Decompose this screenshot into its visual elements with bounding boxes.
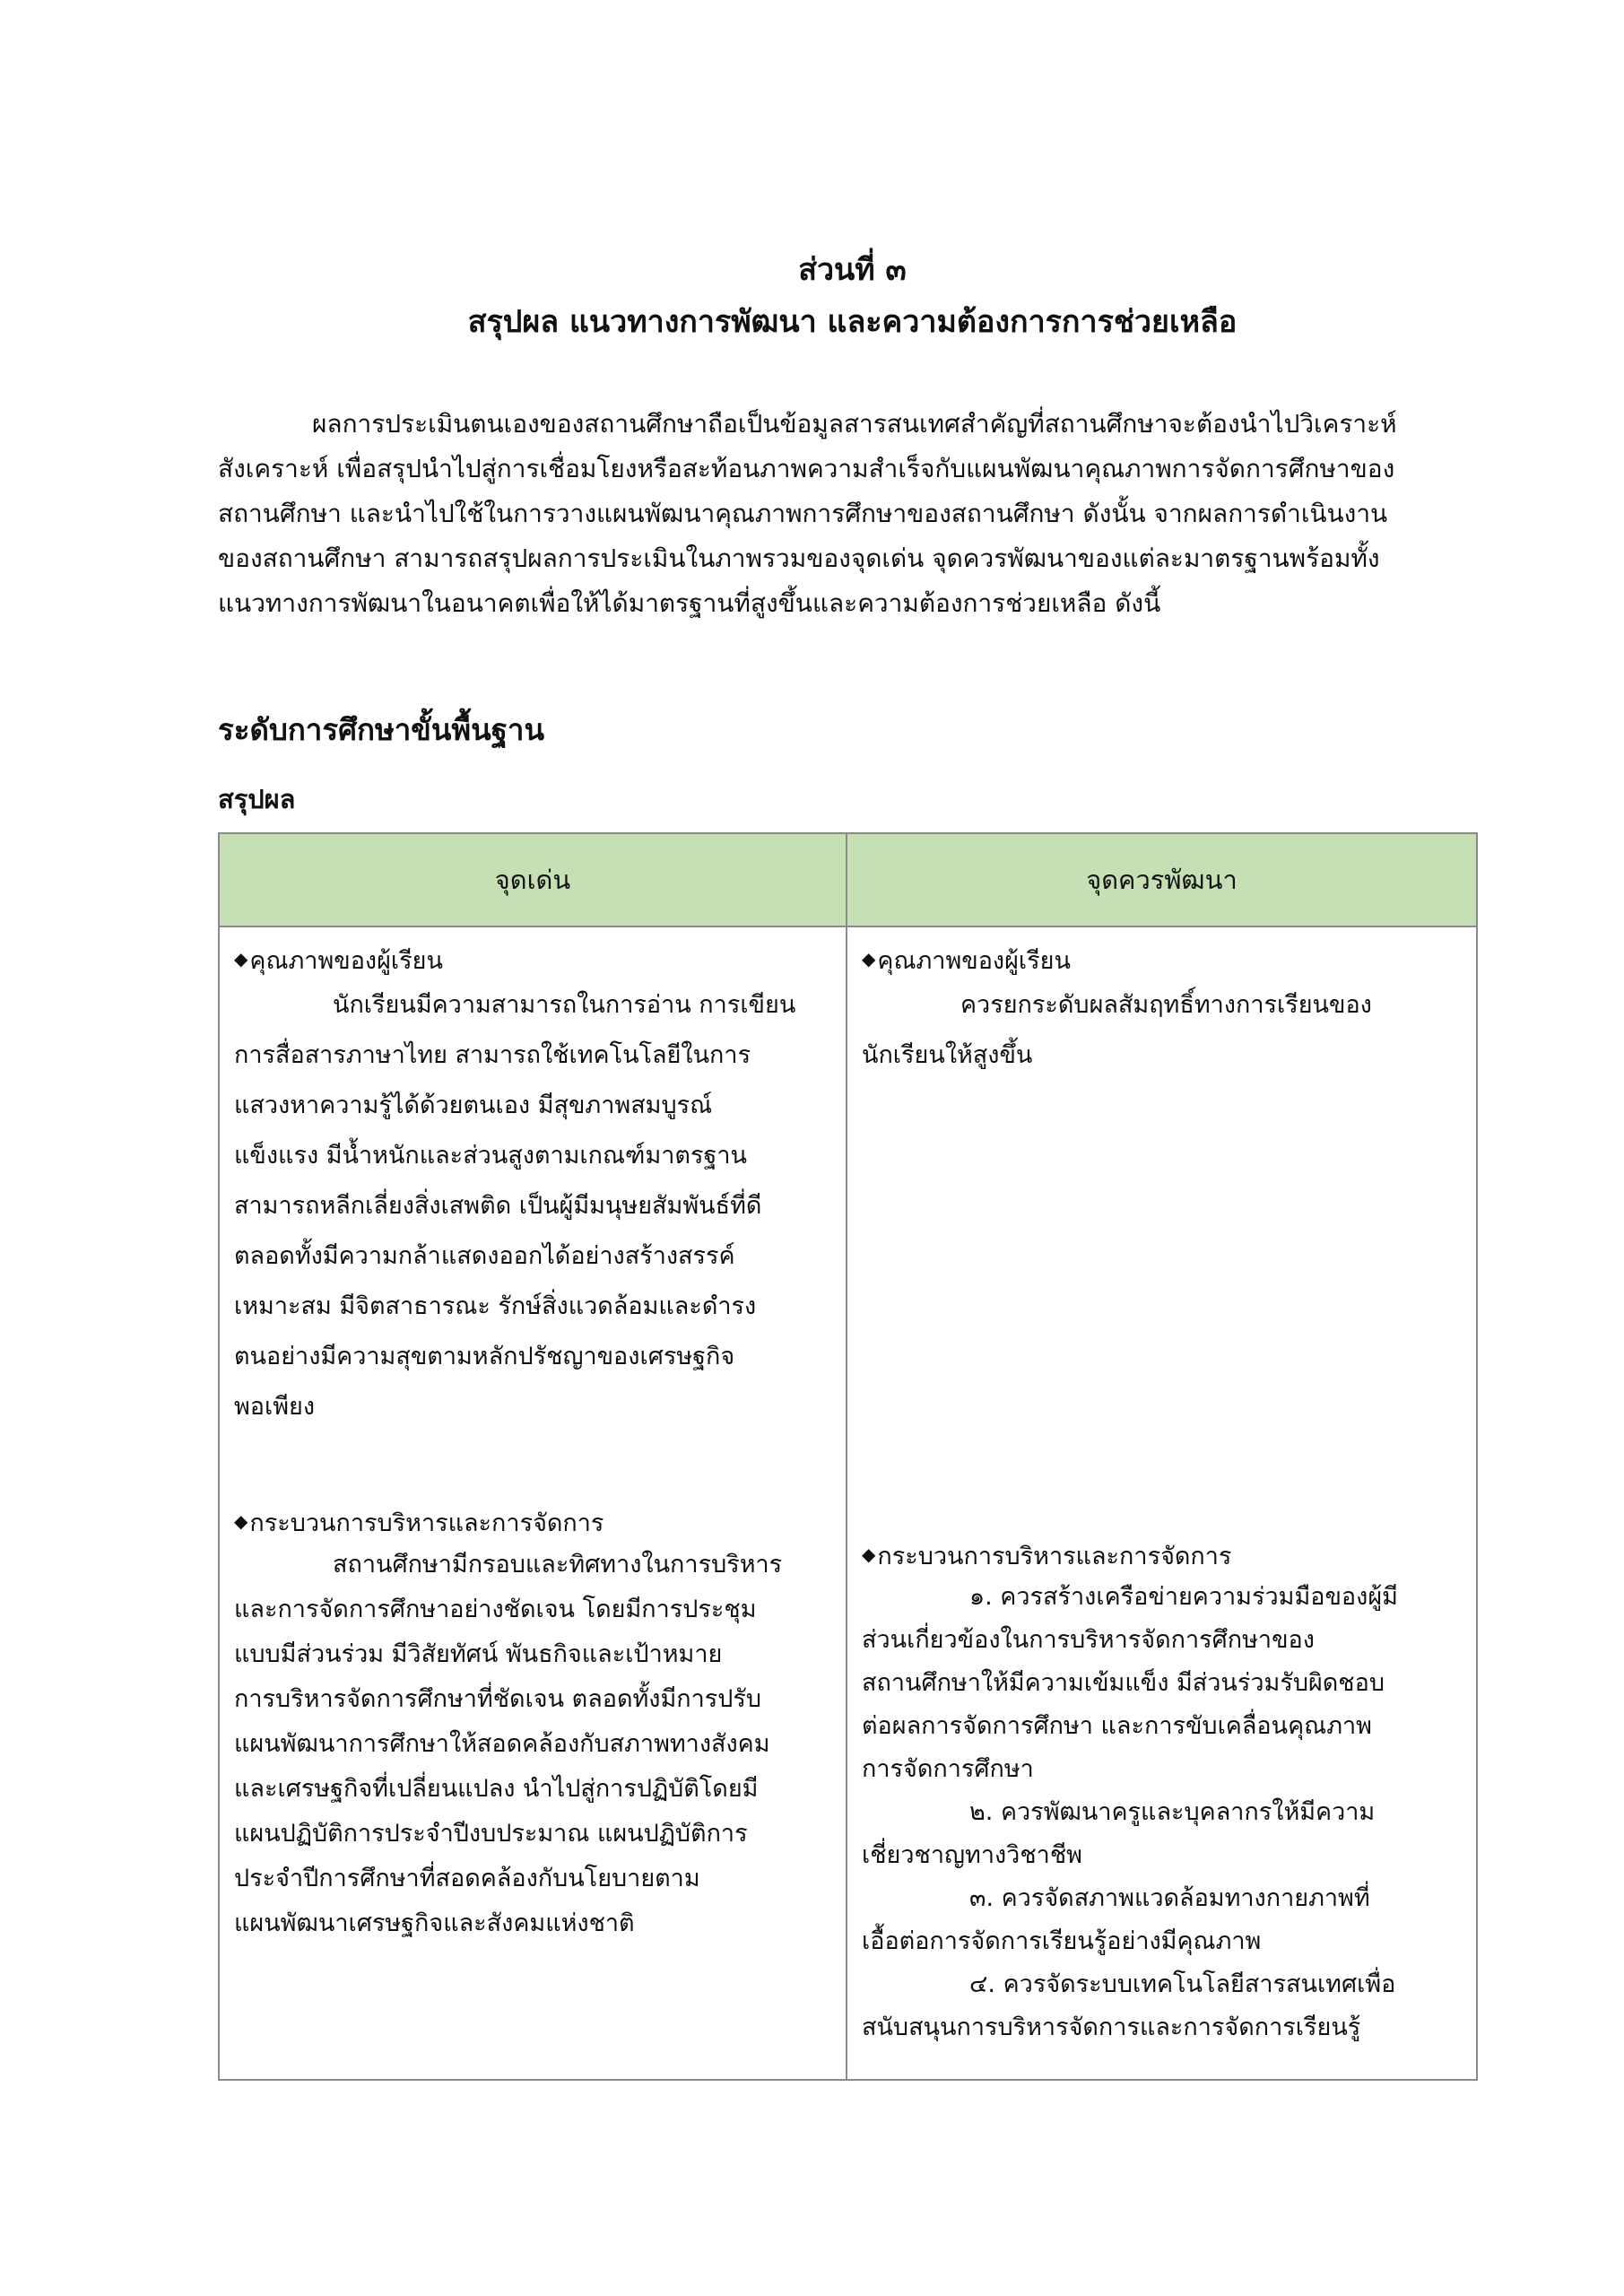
sub-heading: สรุปผล — [218, 784, 296, 814]
improvements-cell — [847, 926, 1477, 2080]
para-line: การจัดการศึกษา — [862, 1755, 1034, 1783]
table-row — [219, 926, 1477, 2080]
diamond-bullet-icon: ◆ — [862, 948, 876, 970]
para-line: สถานศึกษามีกรอบและทิศทางในการบริหาร — [333, 1551, 783, 1578]
diamond-bullet-icon: ◆ — [234, 1510, 248, 1532]
list-item-heading — [234, 1502, 831, 1543]
para-line: พอเพียง — [234, 1393, 316, 1421]
table-header-row — [219, 833, 1477, 926]
strengths-cell — [219, 926, 847, 2080]
para-line: แผนพัฒนาเศรษฐกิจและสังคมแห่งชาติ — [234, 1909, 635, 1937]
para-line: และการจัดการศึกษาอย่างชัดเจน โดยมีการประชุม — [234, 1596, 757, 1623]
para-line: ๓. ควรจัดสภาพแวดล้อมทางกายภาพที่ — [969, 1884, 1370, 1912]
para-line: สามารถหลีกเลี่ยงสิ่งเสพติด เป็นผู้มีมนุษยสัมพันธ์ที่ดี — [234, 1192, 762, 1220]
item-title: กระบวนการบริหารและการจัดการ — [877, 1543, 1232, 1570]
para-line: ต่อผลการจัดการศึกษา และการขับเคลื่อนคุณภาพ — [862, 1712, 1372, 1740]
part-subtitle: สรุปผล แนวทางการพัฒนา และความต้องการการช่วยเหลือ — [467, 304, 1238, 340]
para-line: ควรยกระดับผลสัมฤทธิ์ทางการเรียนของ — [960, 991, 1372, 1019]
para-line: การบริหารจัดการศึกษาที่ชัดเจน ตลอดทั้งมีการปรับ — [234, 1685, 762, 1713]
para-line: แบบมีส่วนร่วม มีวิสัยทัศน์ พันธกิจและเป้าหมาย — [234, 1640, 723, 1668]
header-strengths: จุดเด่น — [219, 833, 847, 926]
item-title: กระบวนการบริหารและการจัดการ — [249, 1509, 604, 1537]
para-line: ๑. ควรสร้างเครือข่ายความร่วมมือของผู้มี — [969, 1583, 1398, 1611]
para-line: นักเรียนให้สูงขึ้น — [862, 1041, 1033, 1069]
para-line: ๔. ควรจัดระบบเทคโนโลยีสารสนเทศเพื่อ — [969, 1970, 1396, 1998]
para-line: แสวงหาความรู้ได้ด้วยตนเอง มีสุขภาพสมบูรณ์ — [234, 1091, 713, 1119]
item-title: คุณภาพของผู้เรียน — [249, 947, 443, 975]
summary-table — [218, 832, 1478, 2081]
list-item-heading — [862, 1535, 1462, 1576]
para-line: แผนปฏิบัติการประจำปีงบประมาณ แผนปฏิบัติการ — [234, 1820, 748, 1848]
list-item-heading — [862, 940, 1462, 980]
intro-line: ของสถานศึกษา สามารถสรุปผลการประเมินในภาพรวมของจุดเด่น จุดควรพัฒนาของแต่ละมาตรฐานพร้อมทั้ง — [218, 544, 1380, 573]
intro-line: สังเคราะห์ เพื่อสรุปนำไปสู่การเชื่อมโยงหรือสะท้อนภาพความสำเร็จกับแผนพัฒนาคุณภาพการจัดการศึกษาของ — [218, 454, 1395, 483]
part-title: ส่วนที่ ๓ — [798, 252, 907, 288]
para-line: เหมาะสม มีจิตสาธารณะ รักษ์สิ่งแวดล้อมและดำรง — [234, 1292, 757, 1320]
para-line: แผนพัฒนาการศึกษาให้สอดคล้องกับสภาพทางสังคม — [234, 1730, 770, 1758]
para-line: นักเรียนมีความสามารถในการอ่าน การเขียน — [333, 991, 796, 1019]
para-line: แข็งแรง มีน้ำหนักและส่วนสูงตามเกณฑ์มาตรฐาน — [234, 1142, 747, 1170]
intro-line: แนวทางการพัฒนาในอนาคตเพื่อให้ได้มาตรฐานที่สูงขึ้นและความต้องการช่วยเหลือ ดังนี้ — [218, 588, 1161, 618]
header-improvements: จุดควรพัฒนา — [847, 833, 1477, 926]
intro-line: ผลการประเมินตนเองของสถานศึกษาถือเป็นข้อมูลสารสนเทศสำคัญที่สถานศึกษาจะต้องนำไปวิเคราะห์ — [312, 409, 1397, 439]
diamond-bullet-icon: ◆ — [862, 1544, 876, 1565]
para-line: ตนอย่างมีความสุขตามหลักปรัชญาของเศรษฐกิจ — [234, 1343, 735, 1370]
diamond-bullet-icon: ◆ — [234, 948, 248, 970]
para-line: การสื่อสารภาษาไทย สามารถใช้เทคโนโลยีในการ — [234, 1041, 751, 1069]
para-line: ๒. ควรพัฒนาครูและบุคลากรให้มีความ — [969, 1798, 1376, 1826]
para-line: และเศรษฐกิจที่เปลี่ยนแปลง นำไปสู่การปฏิบัติโดยมี — [234, 1775, 759, 1803]
section-heading: ระดับการศึกษาขั้นพื้นฐาน — [218, 712, 544, 747]
para-line: ประจำปีการศึกษาที่สอดคล้องกับนโยบายตาม — [234, 1865, 700, 1892]
para-line: ตลอดทั้งมีความกล้าแสดงออกได้อย่างสร้างสรรค์ — [234, 1242, 735, 1270]
intro-paragraph — [218, 402, 1496, 626]
para-line: เอื้อต่อการจัดการเรียนรู้อย่างมีคุณภาพ — [862, 1927, 1262, 1955]
intro-line: สถานศึกษา และนำไปใช้ในการวางแผนพัฒนาคุณภาพการศึกษาของสถานศึกษา ดังนั้น จากผลการดำเนินงาน — [218, 499, 1388, 528]
para-line: ส่วนเกี่ยวข้องในการบริหารจัดการศึกษาของ — [862, 1626, 1315, 1654]
para-line: สนับสนุนการบริหารจัดการและการจัดการเรียนรู้ — [862, 2013, 1361, 2041]
list-item-heading — [234, 940, 831, 980]
para-line: สถานศึกษาให้มีความเข้มแข็ง มีส่วนร่วมรับผิดชอบ — [862, 1669, 1385, 1697]
item-title: คุณภาพของผู้เรียน — [877, 947, 1071, 975]
title-block — [0, 244, 1624, 348]
para-line: เชี่ยวชาญทางวิชาชีพ — [862, 1841, 1082, 1869]
